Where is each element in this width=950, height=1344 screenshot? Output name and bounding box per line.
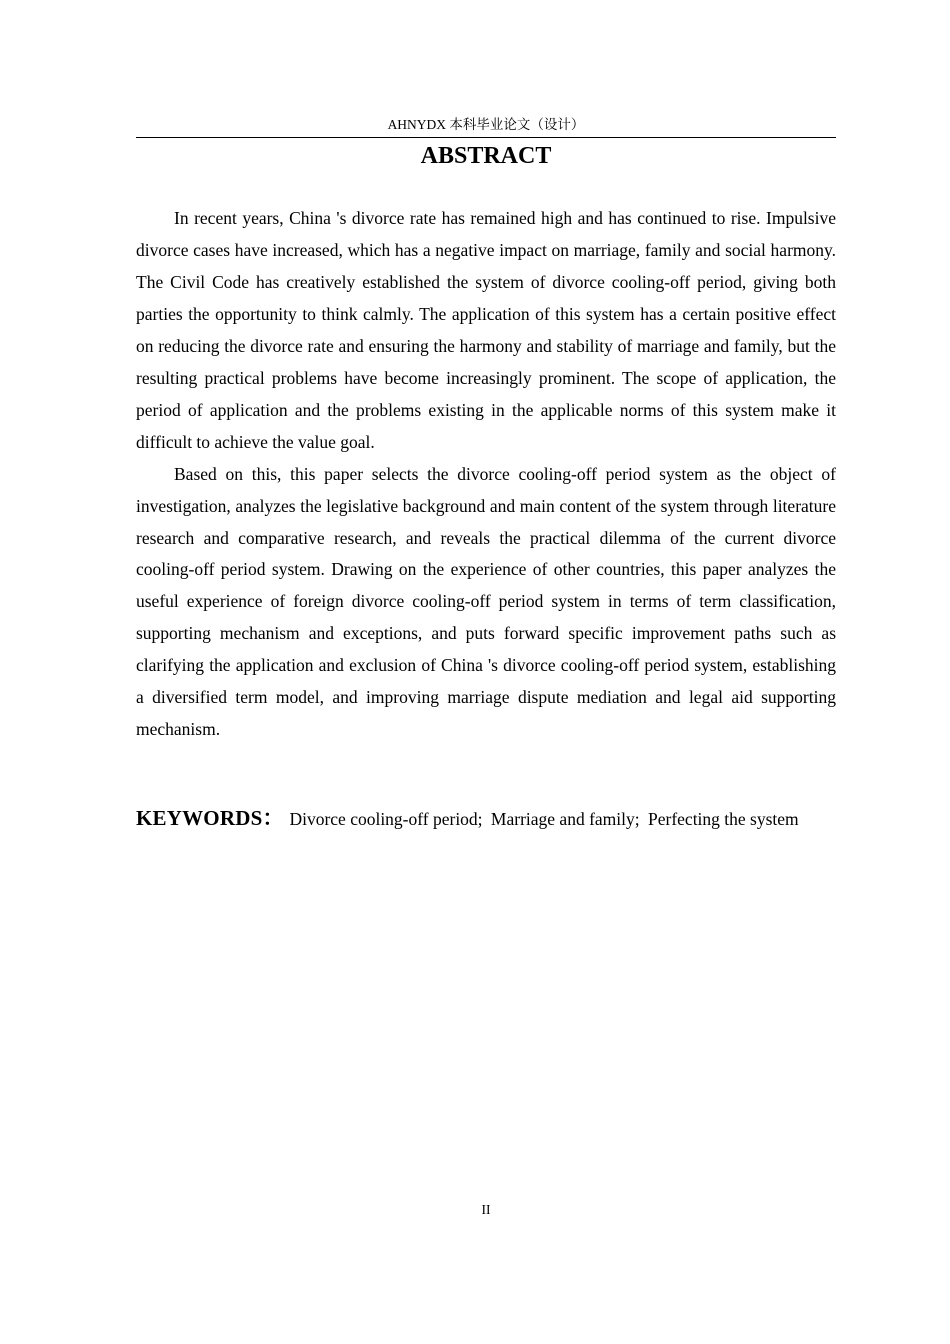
- abstract-paragraph-2: Based on this, this paper selects the divorce cooling-off period system as the object of investigation, analyzes the legislative background and main content of the system through literature research and comparative research, and reveals the practical dilemma of the current divorce cooling-off period system. Drawing on the experience of other countries, this paper analyzes the useful experience of foreign divorce cooling-off period system in terms of term classification, supporting mechanism and exceptions, and puts forward specific improvement paths such as clarifying the application and exclusion of China 's divorce cooling-off period system, establishing a diversified term model, and improving marriage dispute mediation and legal aid supporting mechanism.: [136, 463, 836, 740]
- abstract-body: [136, 203, 836, 746]
- keywords-label: KEYWORDS: [136, 806, 263, 830]
- keyword-1: Divorce cooling-off period;: [289, 809, 483, 829]
- header-rule: [136, 137, 836, 138]
- keyword-3: Perfecting the system: [648, 809, 799, 829]
- keywords-line: [136, 806, 836, 831]
- keywords-colon: ：: [262, 806, 284, 830]
- page-number: II: [481, 1202, 491, 1217]
- abstract-title: ABSTRACT: [420, 143, 552, 169]
- page-header: AHNYDX 本科毕业论文（设计）: [387, 117, 585, 132]
- abstract-paragraph-1: In recent years, China 's divorce rate has remained high and has continued to rise. Impulsive divorce cases have increased, which has a negative impact on marriage, family and social harmony. The Civil Code has creatively established the system of divorce cooling-off period, giving both parties the opportunity to think calmly. The application of this system has a certain positive effect on reducing the divorce rate and ensuring the harmony and stability of marriage and family, but the resulting practical problems have become increasingly prominent. The scope of application, the period of application and the problems existing in the applicable norms of this system make it difficult to achieve the value goal.: [136, 208, 836, 452]
- keyword-2: Marriage and family;: [490, 809, 640, 829]
